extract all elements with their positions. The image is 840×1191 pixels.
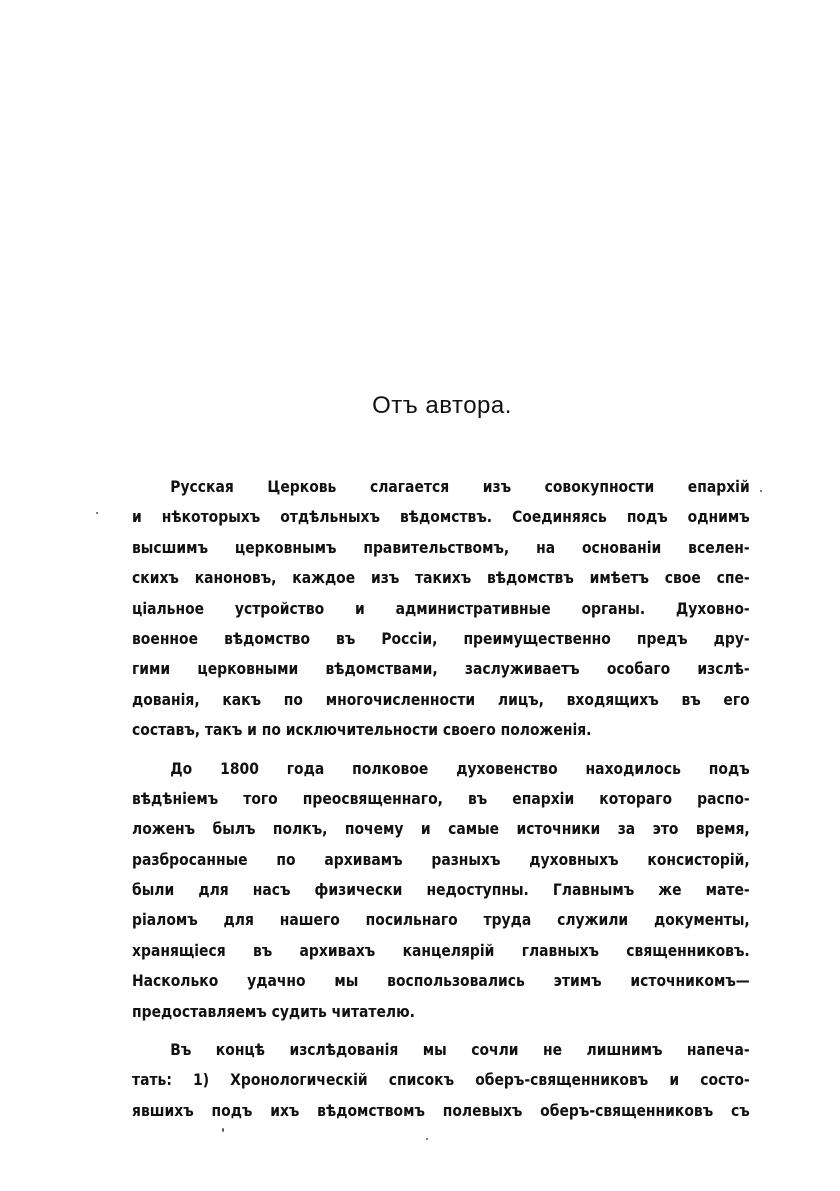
text-line: хранящіеся въ архивахъ канцелярій главныхъ священниковъ. (132, 940, 750, 960)
text-line: Въ концѣ изслѣдованія мы сочли не лишнимъ напеча- (170, 1040, 750, 1060)
paragraph-gap (132, 746, 750, 754)
text-line: ложенъ былъ полкъ, почему и самые источники за это время, (132, 819, 750, 839)
paragraph-2 (132, 754, 750, 1028)
body-text (132, 472, 750, 1126)
text-line: ріаломъ для нашего посильнаго труда служили документы, (132, 910, 750, 930)
text-line: были для насъ физически недоступны. Главнымъ же мате- (132, 880, 750, 900)
scan-speck (96, 512, 98, 514)
paragraph-gap (132, 1027, 750, 1035)
text-line: Насколько удачно мы воспользовались этимъ источникомъ— (132, 971, 750, 991)
text-line: ціальное устройство и административные органы. Духовно- (132, 598, 750, 618)
scan-speck (426, 1138, 428, 1140)
text-line: составъ, такъ и по исключительности своего положенія. (132, 720, 592, 740)
scan-speck (760, 490, 762, 492)
text-line: и нѣкоторыхъ отдѣльныхъ вѣдомствъ. Соединяясь подъ однимъ (132, 507, 750, 527)
scan-speck (222, 1128, 224, 1132)
text-line: высшимъ церковнымъ правительствомъ, на основаніи вселен- (132, 537, 750, 557)
text-line: предоставляемъ судить читателю. (132, 1001, 415, 1021)
text-line: явшихъ подъ ихъ вѣдомствомъ полевыхъ оберъ-священниковъ съ (132, 1100, 750, 1120)
text-line: гими церковными вѣдомствами, заслуживаетъ особаго изслѣ- (132, 659, 750, 679)
text-line: тать: 1) Хронологическій списокъ оберъ-священниковъ и состо- (132, 1070, 750, 1090)
text-line: вѣдѣніемъ того преосвященнаго, въ епархіи котораго распо- (132, 788, 750, 808)
text-line: разбросанные по архивамъ разныхъ духовныхъ консисторій, (132, 849, 750, 869)
text-line: дованія, какъ по многочисленности лицъ, входящихъ въ его (132, 689, 750, 709)
page-heading: Отъ автора. (372, 392, 512, 419)
paragraph-1 (132, 472, 750, 746)
text-line: военное вѣдомство въ Россіи, преимущественно предъ дру- (132, 628, 750, 648)
text-line: Русская Церковь слагается изъ совокупности епархій (170, 477, 750, 496)
text-line: скихъ каноновъ, каждое изъ такихъ вѣдомствъ имѣетъ свое спе- (132, 568, 750, 588)
paragraph-3 (132, 1035, 750, 1126)
text-line: До 1800 года полковое духовенство находилось подъ (170, 758, 750, 778)
